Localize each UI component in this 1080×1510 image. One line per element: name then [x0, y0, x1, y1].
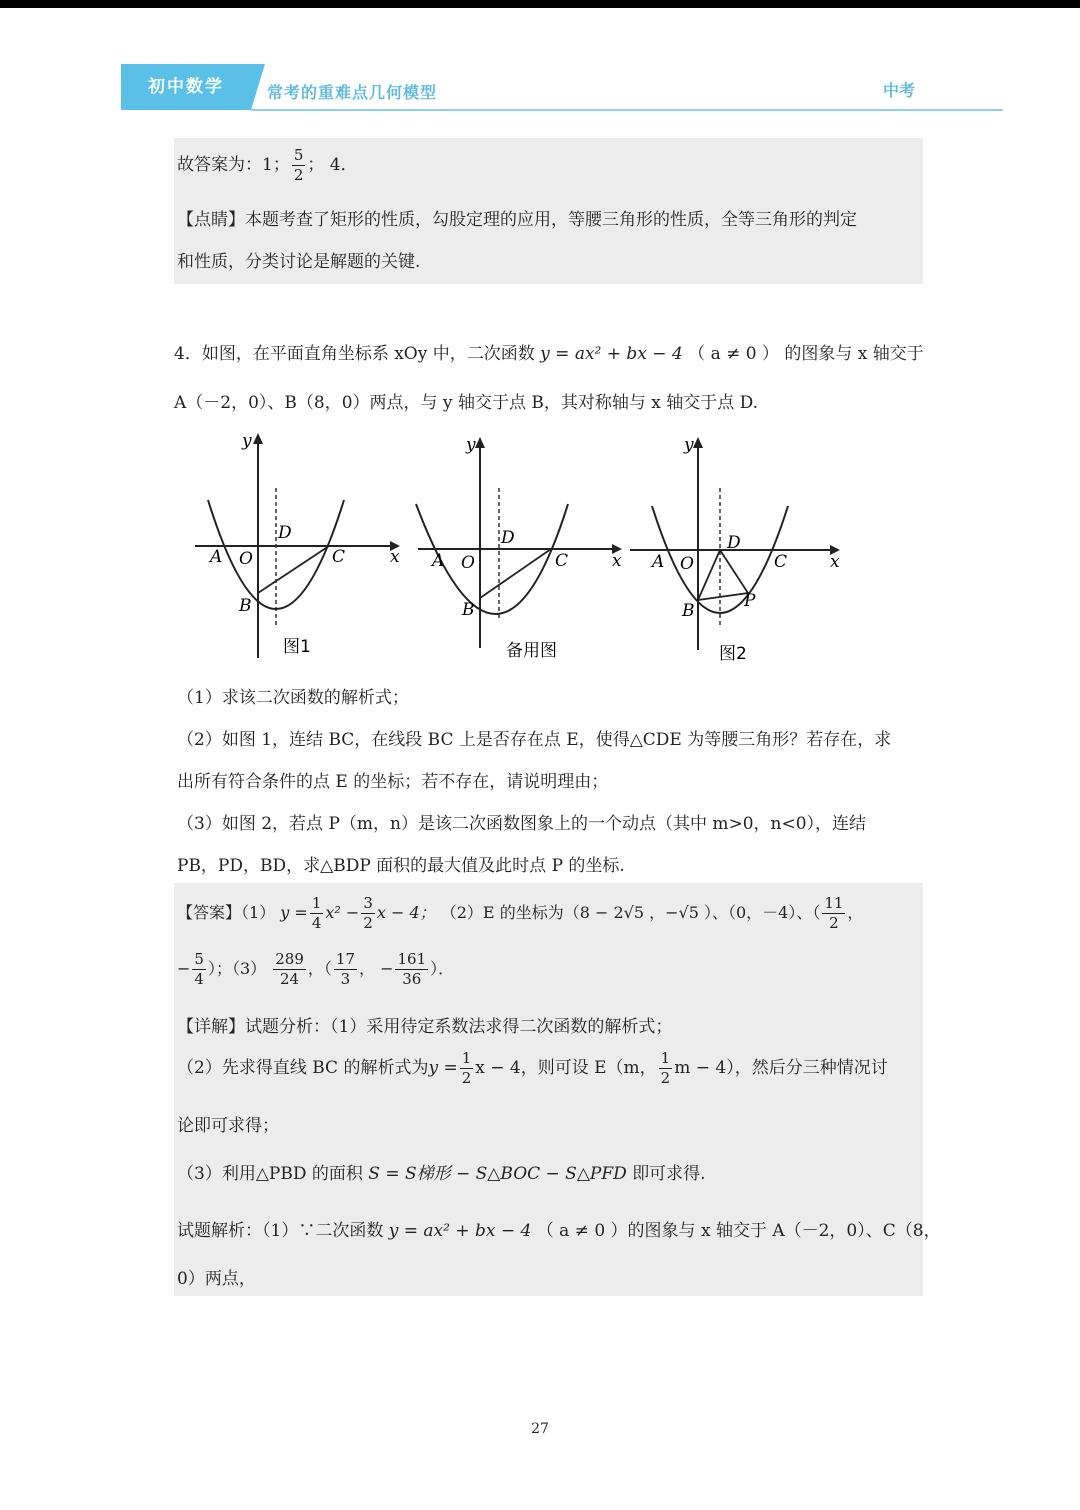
header-right-label: 中考	[883, 81, 916, 100]
problem-line-1: 4．如图，在平面直角坐标系 xOy 中，二次函数 y = ax² + bx − 4 （ a ≠ 0 ） 的图象与 x 轴交于	[174, 344, 924, 364]
fig2-caption: 备用图	[506, 641, 557, 661]
figure-2	[630, 428, 850, 668]
dianjing-line-1: 【点睛】本题考查了矩形的性质，勾股定理的应用，等腰三角形的性质，全等三角形的判定	[177, 210, 857, 230]
fig1-label-D: D	[278, 523, 292, 543]
detail-line-2: （2）先求得直线 BC 的解析式为y = $\frac{1}{2}$ x − 4，则可设 E（m， $\frac{1}{2}$ m − 4），然后分三种情况讨	[177, 1049, 888, 1087]
document-page	[0, 8, 1080, 1510]
fig1-label-x: x	[390, 547, 400, 567]
question-3-line-2: PB，PD，BD，求△BDP 面积的最大值及此时点 P 的坐标.	[177, 856, 625, 876]
dianjing-line-2: 和性质，分类讨论是解题的关键.	[177, 252, 421, 272]
question-3-line-1: （3）如图 2，若点 P（m，n）是该二次函数图象上的一个动点（其中 m>0，n<0），连结	[177, 814, 867, 834]
fig3-label-x: x	[830, 552, 840, 572]
detail-line-6: 0）两点，	[177, 1269, 256, 1289]
fig2-label-x: x	[612, 551, 622, 571]
question-2-line-2: 出所有符合条件的点 E 的坐标；若不存在，请说明理由；	[177, 772, 609, 792]
fig3-caption: 图2	[719, 644, 747, 664]
fig3-label-B: B	[682, 601, 695, 621]
fig3-label-P: P	[744, 591, 756, 611]
header-divider	[251, 109, 1003, 111]
question-1: （1）求该二次函数的解析式；	[177, 688, 409, 708]
fig1-label-C: C	[332, 547, 346, 567]
answer-line-1: 【答案】（1） y = $\frac{1}{4}$ x² − $\frac{3}{2}$ x − 4； （2）E 的坐标为（8 − 2√5 ，−√5 ）、（0，－4）、（ $\frac{11}{2}$ ，	[177, 894, 864, 932]
detail-line-4: （3）利用△PBD 的面积 S = S梯形 − S△BOC − S△PFD 即可求得.	[177, 1164, 706, 1184]
fig2-label-B: B	[462, 600, 475, 620]
fig3-label-C: C	[774, 552, 788, 572]
fig2-label-C: C	[555, 551, 569, 571]
fig2-label-y: y	[466, 435, 476, 455]
fig1-label-y: y	[242, 431, 252, 451]
figure-backup	[410, 428, 630, 663]
problem-line-2: A（－2，0）、B（8，0）两点，与 y 轴交于点 B，其对称轴与 x 轴交于点 D.	[174, 393, 759, 413]
detail-line-5: 试题解析：（1）∵二次函数 y = ax² + bx − 4 （ a ≠ 0 ）的图象与 x 轴交于 A（－2，0）、C（8，	[177, 1221, 941, 1241]
fig1-label-O: O	[239, 549, 253, 569]
fig1-label-A: A	[210, 547, 223, 567]
fig2-label-D: D	[501, 528, 515, 548]
figure-1	[190, 428, 410, 663]
question-2-line-1: （2）如图 1，连结 BC，在线段 BC 上是否存在点 E，使得△CDE 为等腰三角形？若存在，求	[177, 730, 892, 750]
previous-answer: 故答案为：1； $\frac{5}{2}$ ； 4．	[177, 146, 358, 184]
page-number: 27	[531, 1421, 549, 1437]
answer-line-2: − $\frac{5}{4}$ ）；（3） $\frac{289}{24}$ ，（ $\frac{17}{3}$ ， − $\frac{161}{36}$ ）．	[177, 950, 455, 988]
fig3-label-y: y	[684, 435, 694, 455]
fig3-label-D: D	[727, 533, 741, 553]
detail-line-1: 【详解】试题分析：（1）采用待定系数法求得二次函数的解析式；	[177, 1017, 673, 1037]
fig3-label-A: A	[652, 552, 665, 572]
fig1-caption: 图1	[283, 637, 311, 657]
fig2-label-A: A	[432, 551, 445, 571]
fig3-label-O: O	[680, 554, 694, 574]
header-title: 常考的重难点几何模型	[267, 83, 438, 102]
fig2-label-O: O	[461, 553, 475, 573]
detail-line-3: 论即可求得；	[177, 1116, 279, 1136]
header-tab: 初中数学	[121, 64, 251, 110]
fig1-label-B: B	[239, 596, 252, 616]
